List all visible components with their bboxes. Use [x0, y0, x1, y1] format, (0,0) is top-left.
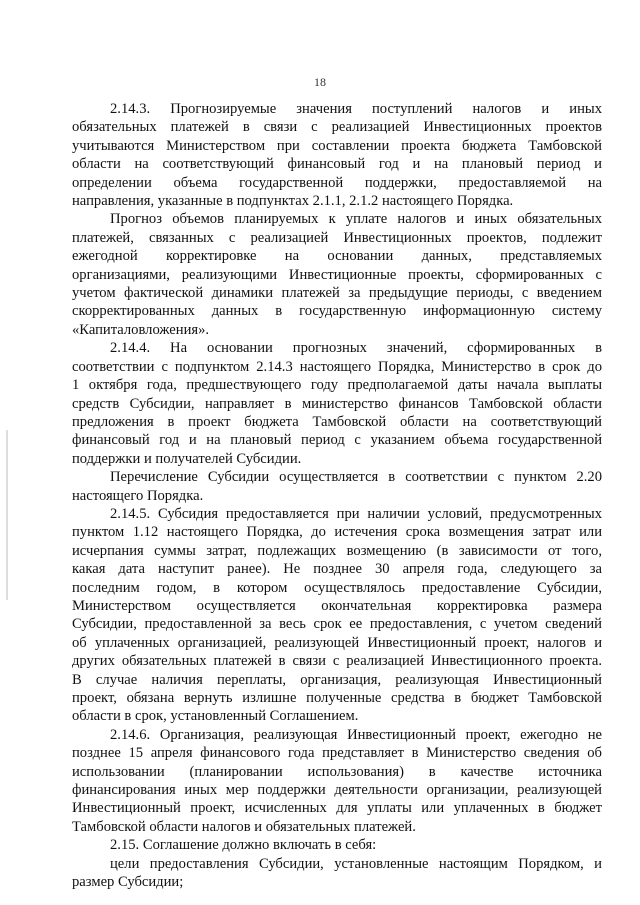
text-line: исчерпания суммы затрат, подлежащих возмещению (в зависимости от того,: [72, 542, 602, 559]
text-line: Перечисление Субсидии осуществляется в соответствии с пунктом 2.20: [110, 469, 602, 486]
text-line: позднее 15 апреля финансового года представляет в Министерство сведения об: [72, 745, 602, 762]
text-line: использовании (планировании использования) в качестве источника: [72, 763, 602, 780]
text-line: других обязательных платежей в связи с реализацией Инвестиционного проекта.: [72, 653, 602, 670]
text-line: 2.15. Соглашение должно включать в себя:: [110, 837, 377, 854]
text-line: 2.14.4. На основании прогнозных значений, сформированных в: [110, 340, 602, 357]
text-line: области на соответствующий финансовый год и на плановый период и: [72, 156, 602, 173]
text-line: пунктом 1.12 настоящего Порядка, до истечения срока возмещения затрат или: [72, 524, 602, 541]
text-line: направления, указанные в подпунктах 2.1.1, 2.1.2 настоящего Порядка.: [72, 193, 514, 210]
text-line: В случае наличия переплаты, организация, реализующая Инвестиционный: [72, 671, 602, 688]
text-line: определении объема государственной поддержки, предоставляемой на: [72, 174, 602, 191]
paragraph: [72, 855, 602, 892]
text-line: соответствии с подпунктом 2.14.3 настоящего Порядка, Министерство в срок до: [72, 358, 602, 375]
text-line: Прогноз объемов планируемых к уплате налогов и иных обязательных: [110, 211, 602, 228]
text-line: 2.14.5. Субсидия предоставляется при наличии условий, предусмотренных: [110, 505, 602, 522]
text-line: 2.14.3. Прогнозируемые значения поступлений налогов и иных: [110, 101, 602, 117]
text-line: настоящего Порядка.: [72, 487, 204, 504]
text-line: об уплаченных организацией, реализующей Инвестиционный проект, налогов и: [72, 634, 602, 651]
paragraph: [72, 210, 602, 339]
text-line: поддержки и получателей Субсидии.: [72, 450, 302, 467]
text-line: 1 октября года, предшествующего году предполагаемой даты начала выплаты: [72, 377, 602, 394]
text-line: области в срок, установленный Соглашением.: [72, 708, 359, 725]
text-line: проект, обязана вернуть излишне полученные средства в бюджет Тамбовской: [72, 690, 602, 706]
text-line: ежегодной корректировке на основании данных, представляемых: [72, 248, 602, 265]
text-line: Тамбовской области налогов и обязательных платежей.: [72, 818, 416, 835]
text-line: обязательных платежей в связи с реализацией Инвестиционных проектов: [72, 119, 602, 136]
text-line: учитываются Министерством при составлении проекта бюджета Тамбовской: [72, 137, 602, 154]
scan-margin-mark: [6, 430, 8, 600]
text-line: финансовый год и на плановый период с указанием объема государственной: [72, 432, 602, 449]
text-line: последним годом, в котором осуществлялось предоставление Субсидии,: [72, 579, 602, 596]
paragraph: [72, 726, 602, 836]
text-line: какая дата наступит ранее). Не позднее 30 апреля года, следующего за: [72, 561, 602, 578]
text-line: Субсидии, предоставленной за весь срок ее предоставления, с учетом сведений: [72, 616, 602, 633]
text-line: предложения в проект бюджета Тамбовской области на соответствующий: [72, 413, 602, 430]
paragraph: [72, 468, 602, 505]
document-body: [72, 100, 602, 891]
text-line: цели предоставления Субсидии, установленные настоящим Порядком, и: [110, 855, 602, 872]
paragraph: [72, 836, 602, 854]
page-number: 18: [314, 75, 326, 89]
text-line: «Капиталовложения».: [72, 321, 210, 338]
text-line: размер Субсидии;: [72, 874, 184, 891]
text-line: финансирования иных мер поддержки деятельности организации, реализующей: [72, 782, 602, 799]
paragraph: [72, 339, 602, 468]
text-line: скорректированных данных в государственную информационную систему: [72, 303, 602, 320]
text-line: учетом фактической динамики платежей за предыдущие периоды, с введением: [72, 285, 602, 302]
paragraph: [72, 100, 602, 210]
text-line: платежей, связанных с реализацией Инвестиционных проектов, подлежит: [72, 229, 602, 246]
text-line: Министерством осуществляется окончательная корректировка размера: [72, 597, 602, 614]
paragraph: [72, 505, 602, 726]
text-line: организациями, реализующими Инвестиционные проекты, сформированных с: [72, 266, 602, 283]
text-line: Инвестиционный проект, исчисленных для уплаты или уплаченных в бюджет: [72, 800, 602, 817]
text-line: средств Субсидии, направляет в министерство финансов Тамбовской области: [72, 395, 602, 412]
text-line: 2.14.6. Организация, реализующая Инвестиционный проект, ежегодно не: [110, 726, 602, 743]
